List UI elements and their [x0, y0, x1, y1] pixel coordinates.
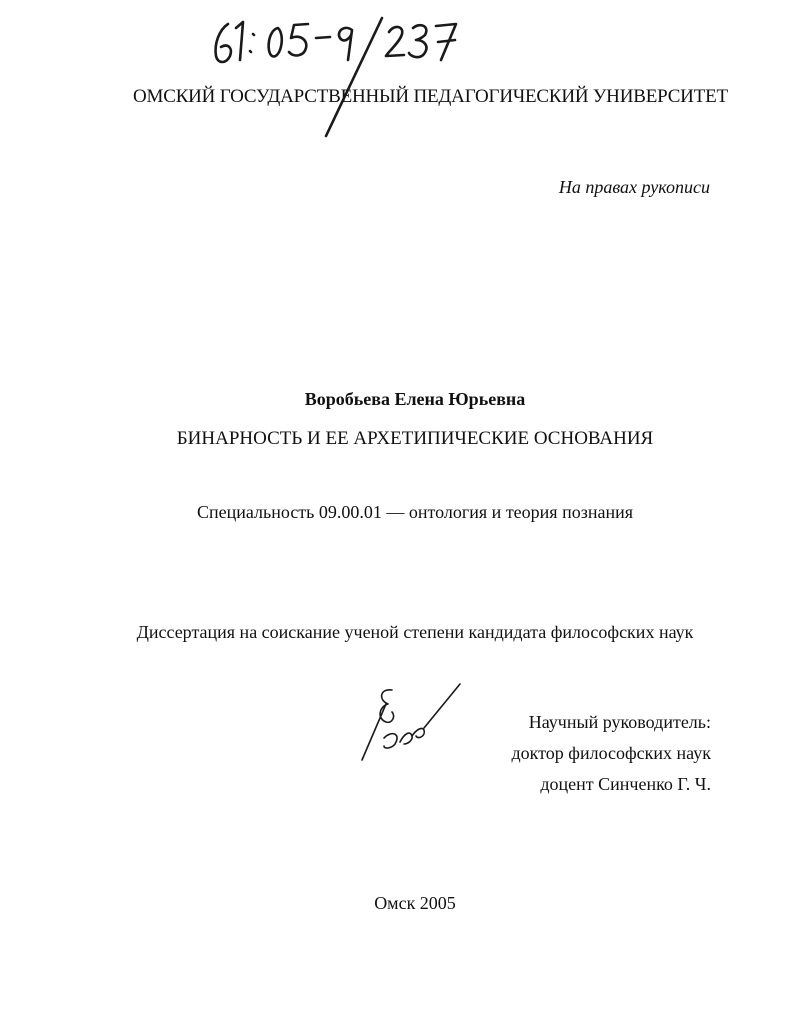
supervisor-name: доцент Синченко Г. Ч. [540, 774, 711, 794]
degree-statement: Диссертация на соискание ученой степени кандидата философских наук [136, 622, 694, 642]
author-name: Воробьева Елена Юрьевна [304, 389, 526, 409]
city-year: Омск 2005 [374, 893, 456, 913]
supervisor-degree: доктор философских наук [511, 743, 711, 763]
dissertation-title: БИНАРНОСТЬ И ЕЕ АРХЕТИПИЧЕСКИЕ ОСНОВАНИЯ [176, 428, 654, 449]
rights-notice: На правах рукописи [558, 177, 710, 197]
supervisor-label: Научный руководитель: [528, 712, 711, 732]
specialty-line: Специальность 09.00.01 — онтология и теория познания [197, 502, 633, 522]
university-name: ОМСКИЙ ГОСУДАРСТВЕННЫЙ ПЕДАГОГИЧЕСКИЙ УНИВЕРСИТЕТ [133, 86, 728, 107]
